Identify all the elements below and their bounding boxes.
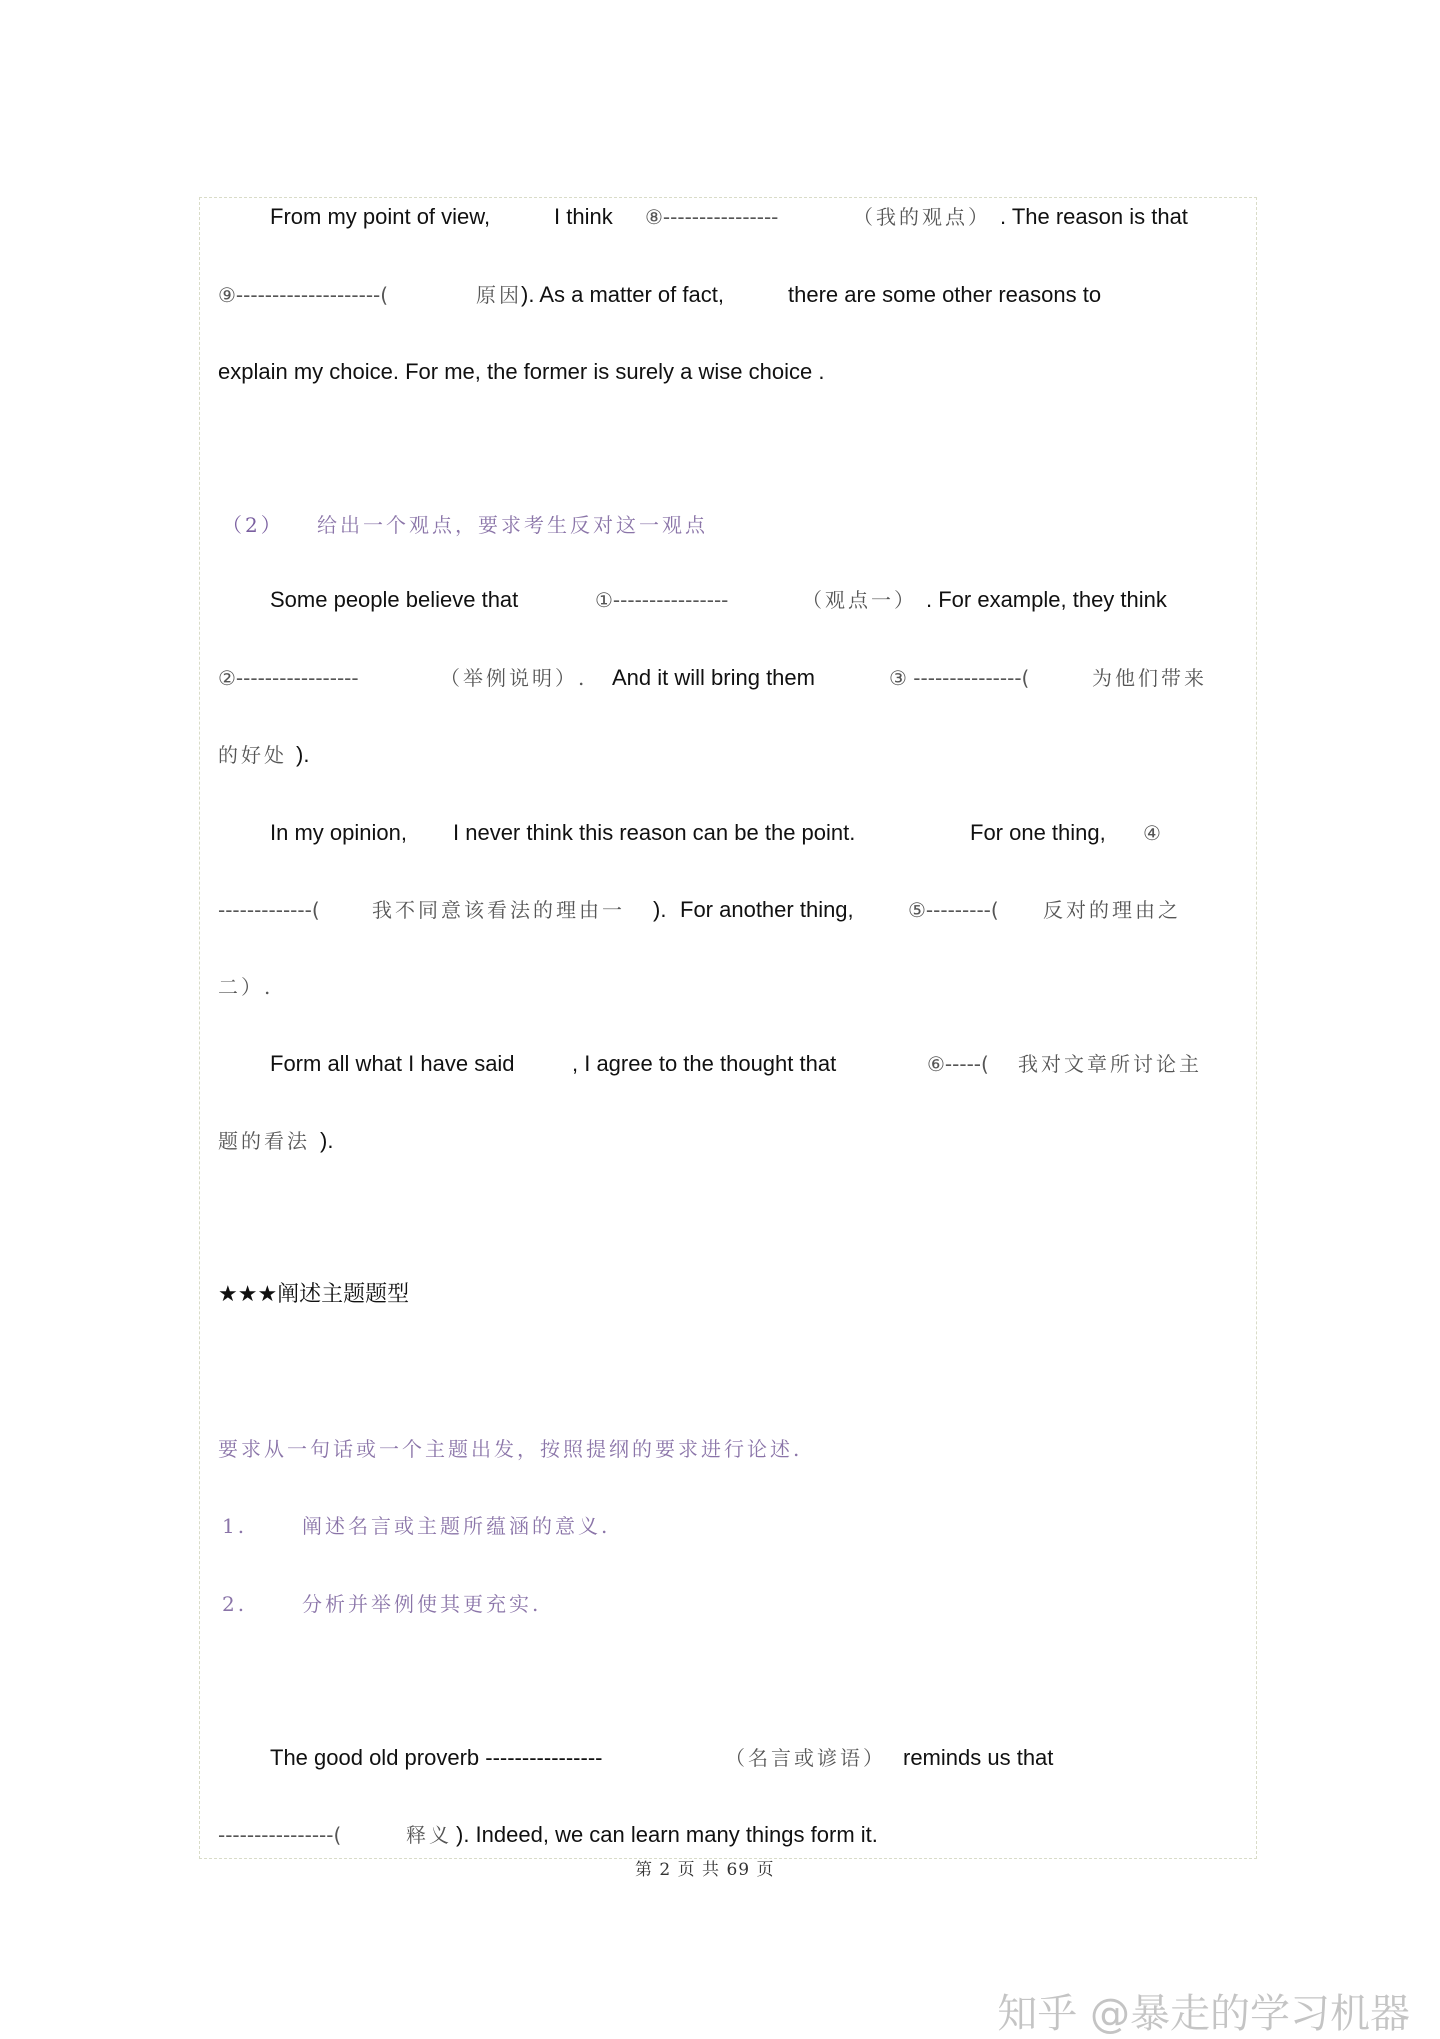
blank: ⑤---------(: [908, 898, 999, 922]
text: reminds us that: [903, 1745, 1054, 1770]
hint: 我不同意该看法的理由一: [372, 898, 625, 922]
list-number: 1.: [222, 1514, 248, 1538]
text: explain my choice. For me, the former is surely a wise choice .: [218, 359, 825, 384]
text: ). Indeed, we can learn many things form it.: [456, 1822, 878, 1847]
text: I think: [554, 204, 613, 229]
text: Some people believe that: [270, 587, 519, 612]
page-footer: [635, 1856, 775, 1884]
blank: -------------(: [218, 898, 320, 922]
blank: ④: [1143, 821, 1161, 845]
hint: 我对文章所讨论主: [1018, 1052, 1202, 1076]
text: The good old proverb ----------------: [270, 1745, 603, 1770]
requirement-text: 要求从一句话或一个主题出发，按照提纲的要求进行论述.: [218, 1437, 803, 1461]
text: , I agree to the thought that: [572, 1051, 837, 1076]
text: ).: [296, 742, 310, 767]
section-title: 给出一个观点，要求考生反对这一观点: [317, 513, 708, 537]
list-item: 阐述名言或主题所蕴涵的意义.: [302, 1514, 611, 1538]
text: For another thing,: [680, 897, 854, 922]
footer-suffix: 页: [756, 1860, 775, 1880]
blank: ⑥-----(: [927, 1052, 989, 1076]
hint: 反对的理由之: [1043, 898, 1181, 922]
text: ). As a matter of fact,: [521, 282, 724, 307]
text: . For example, they think: [926, 587, 1167, 612]
text: From my point of view,: [270, 204, 491, 229]
hint: （名言或谚语）: [725, 1746, 886, 1770]
text: ).: [320, 1128, 334, 1153]
blank: ----------------(: [218, 1823, 342, 1847]
list-number: 2.: [222, 1592, 248, 1616]
section-heading: ★★★阐述主题题型: [218, 1282, 410, 1307]
hint: 的好处: [218, 743, 287, 767]
hint: 为他们带来: [1092, 666, 1207, 690]
hint: （我的观点）: [853, 205, 991, 229]
list-item: 分析并举例使其更充实.: [302, 1592, 542, 1616]
blank: ③ ---------------(: [889, 666, 1030, 690]
hint: （举例说明）.: [440, 666, 588, 690]
footer-middle: 页 共: [677, 1860, 721, 1880]
text: . The reason is that: [1000, 204, 1188, 229]
blank: ⑨--------------------(: [218, 283, 389, 307]
hint: 释义: [406, 1823, 452, 1847]
hint: 题的看法: [218, 1129, 310, 1153]
text: I never think this reason can be the point.: [453, 820, 856, 845]
footer-prefix: 第: [635, 1860, 653, 1880]
blank: ①----------------: [595, 588, 729, 612]
text: ).: [653, 897, 667, 922]
hint: （观点一）: [802, 588, 917, 612]
text: In my opinion,: [270, 820, 407, 845]
section-number: （2）: [222, 513, 284, 537]
blank: ⑧----------------: [645, 205, 779, 229]
hint: 原因: [476, 283, 522, 307]
text: For one thing,: [970, 820, 1106, 845]
watermark: 知乎 @暴走的学习机器: [997, 1991, 1410, 2037]
current-page: 2: [659, 1860, 672, 1880]
total-pages: 69: [726, 1860, 751, 1880]
text: there are some other reasons to: [788, 282, 1102, 307]
hint: 二）.: [218, 975, 274, 999]
blank: ②-----------------: [218, 666, 359, 690]
text: Form all what I have said: [270, 1051, 515, 1076]
text: And it will bring them: [612, 665, 815, 690]
